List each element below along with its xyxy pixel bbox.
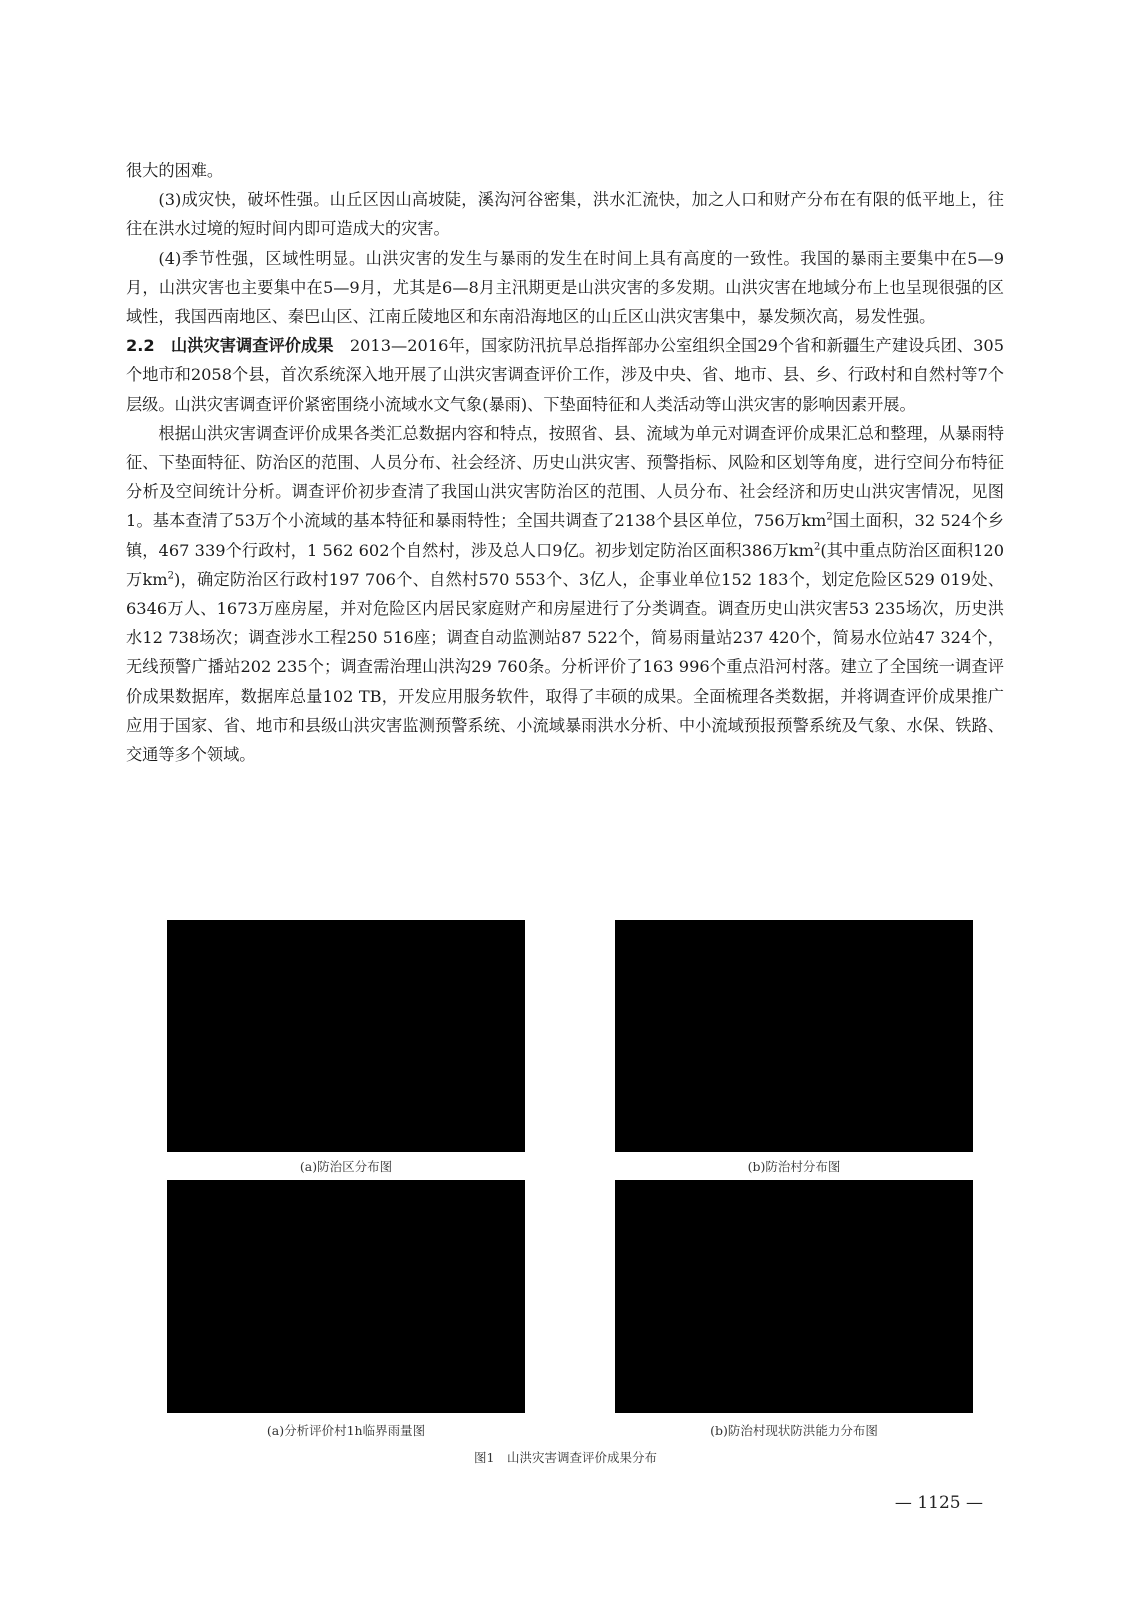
figure-a2-caption: (a)分析评价村1h临界雨量图 [266, 1423, 426, 1438]
figure-a1-image [167, 920, 525, 1152]
figure-b2-image [615, 1180, 973, 1413]
figure-b2-caption: (b)防治村现状防洪能力分布图 [710, 1423, 878, 1438]
superscript-1: 2 [826, 512, 833, 524]
paragraph-1: (3)成灾快，破坏性强。山丘区因山高坡陡，溪沟河谷密集，洪水汇流快，加之人口和财产分布在有限的低平地上，往往在洪水过境的短时间内即可造成大的灾害。 [126, 190, 1004, 239]
figure-b1-image [615, 920, 973, 1152]
superscript-3: 2 [167, 570, 174, 582]
body-text [126, 156, 1004, 769]
p4-part-a: 根据山洪灾害调查评价成果各类汇总数据内容和特点，按照省、县、流域为单元对调查评价成果汇总和整理，从暴雨特征、下垫面特征、防治区的范围、人员分布、社会经济、历史山洪灾害、预警指标、风险和区划等角度，进行空间分布特征分析及空间统计分析。调查评价初步查清了我国山洪灾害防治区的范围、人员分布、社会经济和历史山洪灾害情况，见图1。基本查清了53万个小流域的基本特征和暴雨特性；全国共调查了2138个县区单位，756万km [126, 423, 1004, 531]
figure-1-caption: 图1 山洪灾害调查评价成果分布 [474, 1450, 657, 1465]
paragraph-2: (4)季节性强，区域性明显。山洪灾害的发生与暴雨的发生在时间上具有高度的一致性。我国的暴雨主要集中在5—9月，山洪灾害也主要集中在5—9月，尤其是6—8月主汛期更是山洪灾害的多发期。山洪灾害在地域分布上也呈现很强的区域性，我国西南地区、秦巴山区、江南丘陵地区和东南沿海地区的山丘区山洪灾害集中，暴发频次高，易发性强。 [126, 248, 1004, 327]
page-number: — 1125 — [894, 1493, 983, 1513]
figure-a2-image [167, 1180, 525, 1413]
figure-a1-caption: (a)防治区分布图 [299, 1159, 393, 1174]
superscript-2: 2 [813, 541, 821, 553]
p4-part-c: (其中重点防治区面积120万km [126, 540, 1004, 589]
p4-part-d: )，确定防治区行政村197 706个、自然村570 553个、3亿人，企事业单位152 183个，划定危险区529 019处、6346万人、1673万座房屋，并对危险区内居民家庭财产和房屋进行了分类调查。调查历史山洪灾害53 235场次，历史洪水12 738场次；调查涉水工程250 516座；调查自动监测站87 522个，简易雨量站237 420个，简易水位站47 324个，无线预警广播站202 235个；调查需治理山洪沟29 760条。分析评价了163 996个重点沿河村落。建立了全国统一调查评价成果数据库，数据库总量102 TB，开发应用服务软件，取得了丰硕的成果。全面梳理各类数据，并将调查评价成果推广应用于国家、省、地市和县级山洪灾害监测预警系统、小流域暴雨洪水分析、中小流域预报预警系统及气象、水保、铁路、交通等多个领域。 [126, 569, 1004, 765]
paragraph-0: 很大的困难。 [126, 161, 224, 180]
figure-b1-caption: (b)防治村分布图 [747, 1159, 841, 1174]
paragraph-3 [126, 331, 1004, 419]
section-body: 2013—2016年，国家防汛抗旱总指挥部办公室组织全国29个省和新疆生产建设兵团、305个地市和2058个县，首次系统深入地开展了山洪灾害调查评价工作，涉及中央、省、地市、县、乡、行政村和自然村等7个层级。山洪灾害调查评价紧密围绕小流域水文气象(暴雨)、下垫面特征和人类活动等山洪灾害的影响因素开展。 [126, 336, 1004, 414]
section-heading: 2.2 山洪灾害调查评价成果 [126, 336, 334, 356]
p4-part-b: 国土面积，32 524个乡镇，467 339个行政村，1 562 602个自然村，涉及总人口9亿。初步划定防治区面积386万km [126, 511, 1004, 560]
paragraph-4 [126, 419, 1004, 769]
